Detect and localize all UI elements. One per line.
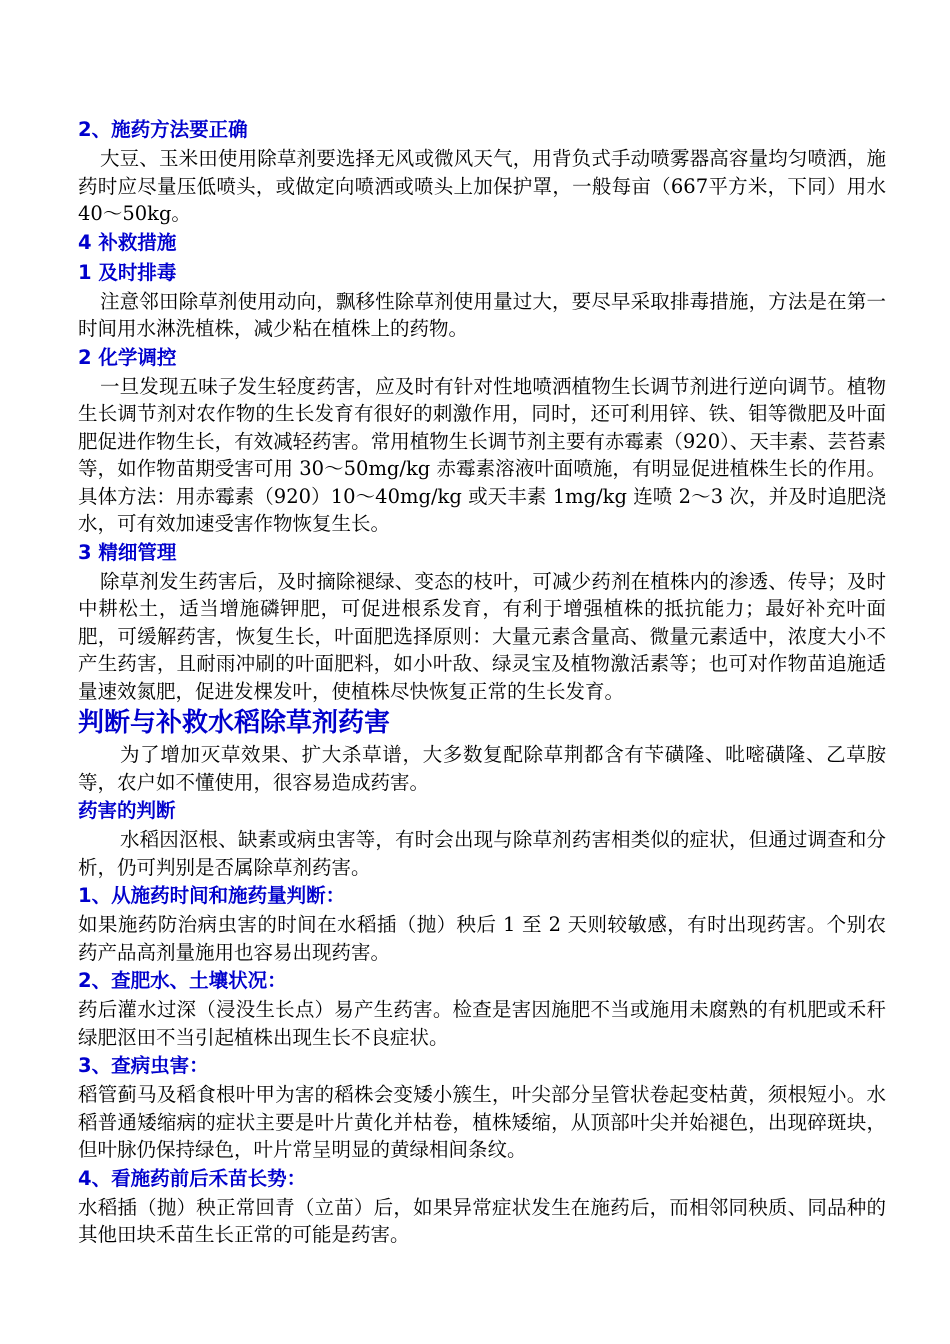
heading-rice-herbicide-damage: 判断与补救水稻除草剂药害 bbox=[78, 708, 391, 738]
paragraph-check-pests: 稻管蓟马及稻食根叶甲为害的稻株会变矮小簇生，叶尖部分呈管状卷起变枯黄，须根短小。水稻普通矮缩病的症状主要是叶片黄化并枯卷，植株矮缩，从顶部叶尖并始褪色，出现碎斑块，但叶脉仍保持绿色，叶片常呈明显的黄绿相间条纹。 bbox=[78, 1083, 886, 1161]
heading-application-method: 2、施药方法要正确 bbox=[78, 118, 248, 141]
heading-fine-management: 3 精细管理 bbox=[78, 540, 177, 564]
heading-seedling-growth: 4、看施药前后禾苗长势： bbox=[78, 1166, 307, 1190]
heading-remedial-measures: 4 补救措施 bbox=[78, 230, 177, 254]
paragraph-damage-judgement: 水稻因沤根、缺素或病虫害等，有时会出现与除草剂药害相类似的症状，但通过调查和分析，仍可判别是否属除草剂药害。 bbox=[78, 828, 886, 879]
paragraph-check-fertilizer: 药后灌水过深（浸没生长点）易产生药害。检查是害因施肥不当或施用未腐熟的有机肥或禾秆绿肥沤田不当引起植株出现生长不良症状。 bbox=[78, 998, 886, 1049]
heading-chemical-control: 2 化学调控 bbox=[78, 345, 177, 369]
heading-judge-by-time: 1、从施药时间和施药量判断： bbox=[78, 884, 346, 907]
paragraph-rice-intro: 为了增加灭草效果、扩大杀草谱，大多数复配除草荆都含有苄磺隆、吡嘧磺隆、乙草胺等，农户如不懂使用，很容易造成药害。 bbox=[78, 743, 886, 794]
document-page bbox=[78, 115, 886, 1249]
heading-check-fertilizer: 2、查肥水、土壤状况： bbox=[78, 969, 287, 992]
paragraph-fine-management: 除草剂发生药害后，及时摘除褪绿、变态的枝叶，可减少药剂在植株内的渗透、传导；及时中耕松土，适当增施磷钾肥，可促进根系发育，有利于增强植株的抵抗能力；最好补充叶面肥，可缓解药害，恢复生长，叶面肥选择原则：大量元素含量高、微量元素适中，浓度大小不产生药害，且耐雨冲刷的叶面肥料，如小叶敌、绿灵宝及植物激活素等；也可对作物苗追施适量速效氮肥，促进发棵发叶，使植株尽快恢复正常的生长发育。 bbox=[78, 569, 886, 703]
paragraph-application-method: 大豆、玉米田使用除草剂要选择无风或微风天气，用背负式手动喷雾器高容量均匀喷洒，施药时应尽量压低喷头，或做定向喷洒或喷头上加保护罩，一般每亩（667平方米，下同）用水 40～50kg。 bbox=[78, 147, 886, 225]
heading-detox: 1 及时排毒 bbox=[78, 260, 177, 284]
paragraph-judge-by-time: 如果施药防治病虫害的时间在水稻插（抛）秧后 1 至 2 天则较敏感，有时出现药害。个别农药产品高剂量施用也容易出现药害。 bbox=[78, 913, 886, 964]
paragraph-seedling-growth: 水稻插（抛）秧正常回青（立苗）后，如果异常症状发生在施药后，而相邻同秧质、同品种的其他田块禾苗生长正常的可能是药害。 bbox=[78, 1195, 886, 1246]
heading-check-pests: 3、查病虫害： bbox=[78, 1054, 209, 1077]
paragraph-chemical-control: 一旦发现五味子发生轻度药害，应及时有针对性地喷洒植物生长调节剂进行逆向调节。植物生长调节剂对农作物的生长发育有很好的刺激作用，同时，还可利用锌、铁、钼等微肥及叶面肥促进作物生长，有效减轻药害。常用植物生长调节剂主要有赤霉素（920）、天丰素、芸苔素等，如作物苗期受害可用 30～50mg/kg 赤霉素溶液叶面喷施，有明显促进植株生长的作用。具体方法：用赤霉素（920）10～40mg/kg 或天丰素 1mg/kg 连喷 2～3 次，并及时追肥浇水，可有效加速受害作物恢复生长。 bbox=[78, 374, 886, 535]
heading-damage-judgement: 药害的判断 bbox=[78, 799, 176, 822]
paragraph-detox: 注意邻田除草剂使用动向，飘移性除草剂使用量过大，要尽早采取排毒措施，方法是在第一时间用水淋洗植株，减少粘在植株上的药物。 bbox=[78, 289, 886, 340]
